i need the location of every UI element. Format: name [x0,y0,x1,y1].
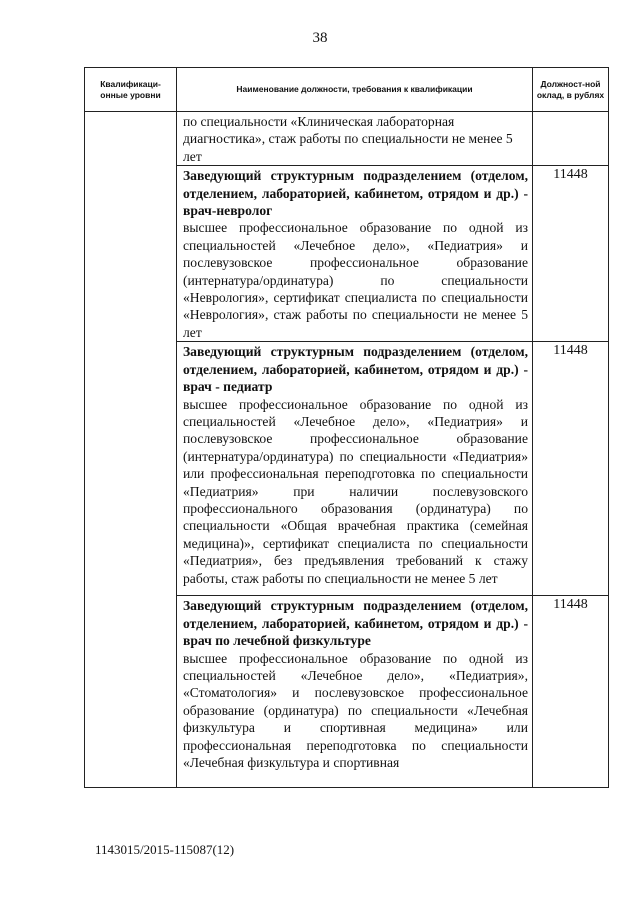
position-cell [177,166,533,342]
salary-value: 11448 [533,166,609,342]
position-requirements: высшее профессиональное образование по одной из специальностей «Лечебное дело», «Педиатрия» и послевузовское профессиональное образование (интернатура/ординатура) по специальности «Неврология», сертификат специалиста по специальности «Неврология», стаж работы по специальности не менее 5 лет [183,220,528,340]
continuation-text: по специальности «Клиническая лабораторная диагностика», стаж работы по специальности не менее 5 лет [177,112,533,166]
position-cell [177,596,533,788]
document-footer-code: 1143015/2015-115087(12) [95,842,235,857]
salary-cell [533,112,609,166]
position-requirements: высшее профессиональное образование по одной из специальностей «Лечебное дело», «Педиатрия» и послевузовское профессиональное образование (интернатура/ординатура) по специальности «Педиатрия» или профессиональная переподготовка по специальности «Педиатрия» при наличии послевузовского профессионального образования (ординатура) по специальности «Общая врачебная практика (семейная медицина)», сертификат специалиста по специальности «Педиатрия», без предъявления требований к стажу работы, стаж работы по специальности не менее 5 лет [183,396,528,586]
header-level: Квалификаци-онные уровни [85,68,177,112]
table-row [85,112,609,166]
page-number: 38 [312,30,328,46]
position-title: Заведующий структурным подразделением (отделом, отделением, лабораторией, кабинетом, отрядом и др.) - врач-невролог [183,168,528,219]
position-cell [177,342,533,596]
level-cell [85,112,177,788]
header-salary: Должност-ной оклад, в рублях [533,68,609,112]
position-requirements: высшее профессиональное образование по одной из специальностей «Лечебное дело», «Педиатрия», «Стоматология» и послевузовское профессиональное образование (ординатура) по специальности «Лечебная физкультура и спортивная медицина» или профессиональная переподготовка по специальности «Лечебная физкультура и спортивная [183,650,528,770]
header-position: Наименование должности, требования к квалификации [177,68,533,112]
position-title: Заведующий структурным подразделением (отделом, отделением, лабораторией, кабинетом, отрядом и др.) - врач - педиатр [183,344,528,395]
qualification-table [84,67,609,788]
position-title: Заведующий структурным подразделением (отделом, отделением, лабораторией, кабинетом, отрядом и др.) - врач по лечебной физкультуре [183,598,528,649]
salary-value: 11448 [533,596,609,788]
salary-value: 11448 [533,342,609,596]
table-header-row [85,68,609,112]
